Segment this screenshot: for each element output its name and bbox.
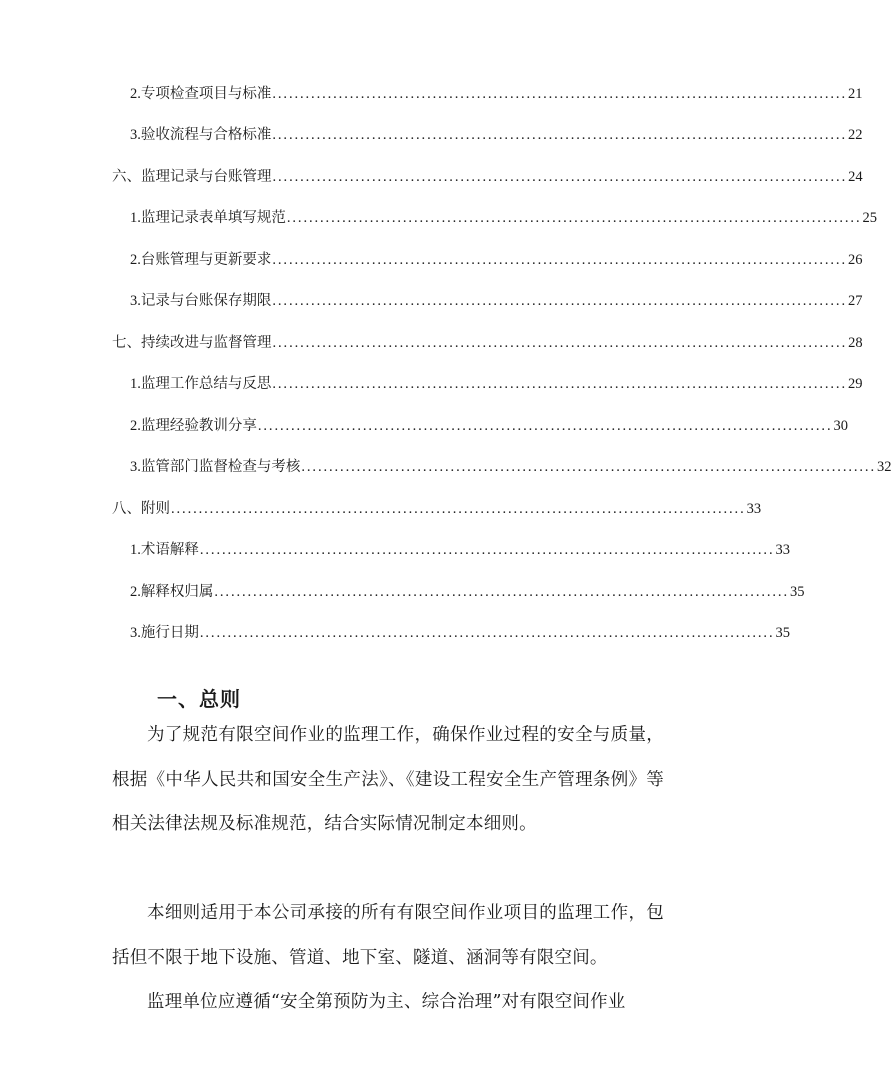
toc-leader-dots: ........................................................................................................ xyxy=(272,335,848,351)
toc-entry-number: 3. xyxy=(130,127,141,143)
toc-entry-title: 记录与台账保存期限 xyxy=(140,293,272,309)
toc-entry[interactable] xyxy=(130,623,790,643)
toc-entry-page: 25 xyxy=(862,210,877,226)
toc-entry-title: 监理经验教训分享 xyxy=(140,418,257,434)
toc-entry-page: 30 xyxy=(833,418,848,434)
toc-entry-number: 1. xyxy=(130,376,141,392)
toc-entry[interactable] xyxy=(130,416,848,436)
toc-entry-page: 28 xyxy=(848,335,863,351)
toc-leader-dots: ........................................................................................................ xyxy=(257,418,833,434)
toc-entry[interactable] xyxy=(130,84,863,104)
toc-leader-dots: ........................................................................................................ xyxy=(272,293,847,309)
toc-entry-number: 3. xyxy=(130,293,141,309)
toc-leader-dots: ........................................................................................................ xyxy=(301,459,876,475)
toc-entry[interactable] xyxy=(112,167,863,187)
toc-entry-title: 施行日期 xyxy=(140,625,199,641)
toc-entry-number: 1. xyxy=(130,542,141,558)
toc-entry[interactable] xyxy=(130,540,790,560)
toc-entry-page: 35 xyxy=(775,625,790,641)
toc-entry-page: 33 xyxy=(746,501,762,517)
toc-entry-page: 24 xyxy=(848,169,863,185)
toc-leader-dots: ........................................................................................................ xyxy=(286,210,862,226)
toc-entry-title: 八、附则 xyxy=(112,501,170,517)
toc-leader-dots: ........................................................................................................ xyxy=(272,86,847,102)
toc-entry-number: 2. xyxy=(130,418,141,434)
toc-entry-page: 22 xyxy=(847,127,863,143)
toc-entry-page: 21 xyxy=(847,86,863,102)
toc-entry-number: 2. xyxy=(130,86,141,102)
toc-entry-page: 33 xyxy=(775,542,790,558)
toc-entry-page: 26 xyxy=(847,252,863,268)
toc-entry-number: 3. xyxy=(130,459,141,475)
toc-entry-title: 术语解释 xyxy=(140,542,199,558)
body-paragraph: 为了规范有限空间作业的监理工作，确保作业过程的安全与质量，根据《中华人民共和国安全生产法》、《建设工程安全生产管理条例》等相关法律法规及标准规范，结合实际情况制定本细则。 xyxy=(112,725,664,834)
toc-entry[interactable] xyxy=(130,457,891,477)
toc-entry-number: 2. xyxy=(130,252,141,268)
toc-entry-title: 监理记录表单填写规范 xyxy=(140,210,286,226)
toc-entry[interactable] xyxy=(112,333,863,353)
toc-entry-page: 32 xyxy=(876,459,891,475)
toc-entry-title: 专项检查项目与标准 xyxy=(140,86,272,102)
toc-entry-page: 27 xyxy=(847,293,863,309)
toc-entry[interactable] xyxy=(130,250,863,270)
toc-leader-dots: ........................................................................................................ xyxy=(272,169,848,185)
toc-leader-dots: ........................................................................................................ xyxy=(272,127,847,143)
toc-leader-dots: ........................................................................................................ xyxy=(214,584,789,600)
toc-entry[interactable] xyxy=(130,208,877,228)
toc-leader-dots: ........................................................................................................ xyxy=(171,501,746,517)
toc-entry[interactable] xyxy=(130,374,863,394)
toc-leader-dots: ........................................................................................................ xyxy=(272,252,847,268)
body-paragraph: 监理单位应遵循“安全第预防为主、综合治理”对有限空间作业 xyxy=(147,992,626,1012)
toc-entry-number: 3. xyxy=(130,625,141,641)
toc-entry-page: 29 xyxy=(847,376,863,392)
body-paragraph: 本细则适用于本公司承接的所有有限空间作业项目的监理工作，包括但不限于地下设施、管道、地下室、隧道、涵洞等有限空间。 xyxy=(112,903,664,968)
toc-entry-number: 2. xyxy=(130,584,141,600)
toc-entry[interactable] xyxy=(130,291,863,311)
toc-leader-dots: ........................................................................................................ xyxy=(272,376,847,392)
toc-entry-number: 1. xyxy=(130,210,141,226)
toc-entry-title: 监理工作总结与反思 xyxy=(140,376,272,392)
toc-entry[interactable] xyxy=(130,125,863,145)
toc-entry-title: 六、监理记录与台账管理 xyxy=(112,169,272,185)
section-heading: 一、总则 xyxy=(157,687,241,711)
toc-entry-title: 台账管理与更新要求 xyxy=(140,252,272,268)
toc-entry[interactable] xyxy=(112,499,762,519)
toc-entry-title: 七、持续改进与监督管理 xyxy=(112,335,272,351)
toc-entry-title: 验收流程与合格标准 xyxy=(140,127,272,143)
toc-leader-dots: ........................................................................................................ xyxy=(199,542,775,558)
toc-entry[interactable] xyxy=(130,582,805,602)
toc-entry-title: 解释权归属 xyxy=(140,584,214,600)
toc-entry-page: 35 xyxy=(789,584,805,600)
toc-leader-dots: ........................................................................................................ xyxy=(199,625,775,641)
toc-entry-title: 监管部门监督检查与考核 xyxy=(140,459,301,475)
